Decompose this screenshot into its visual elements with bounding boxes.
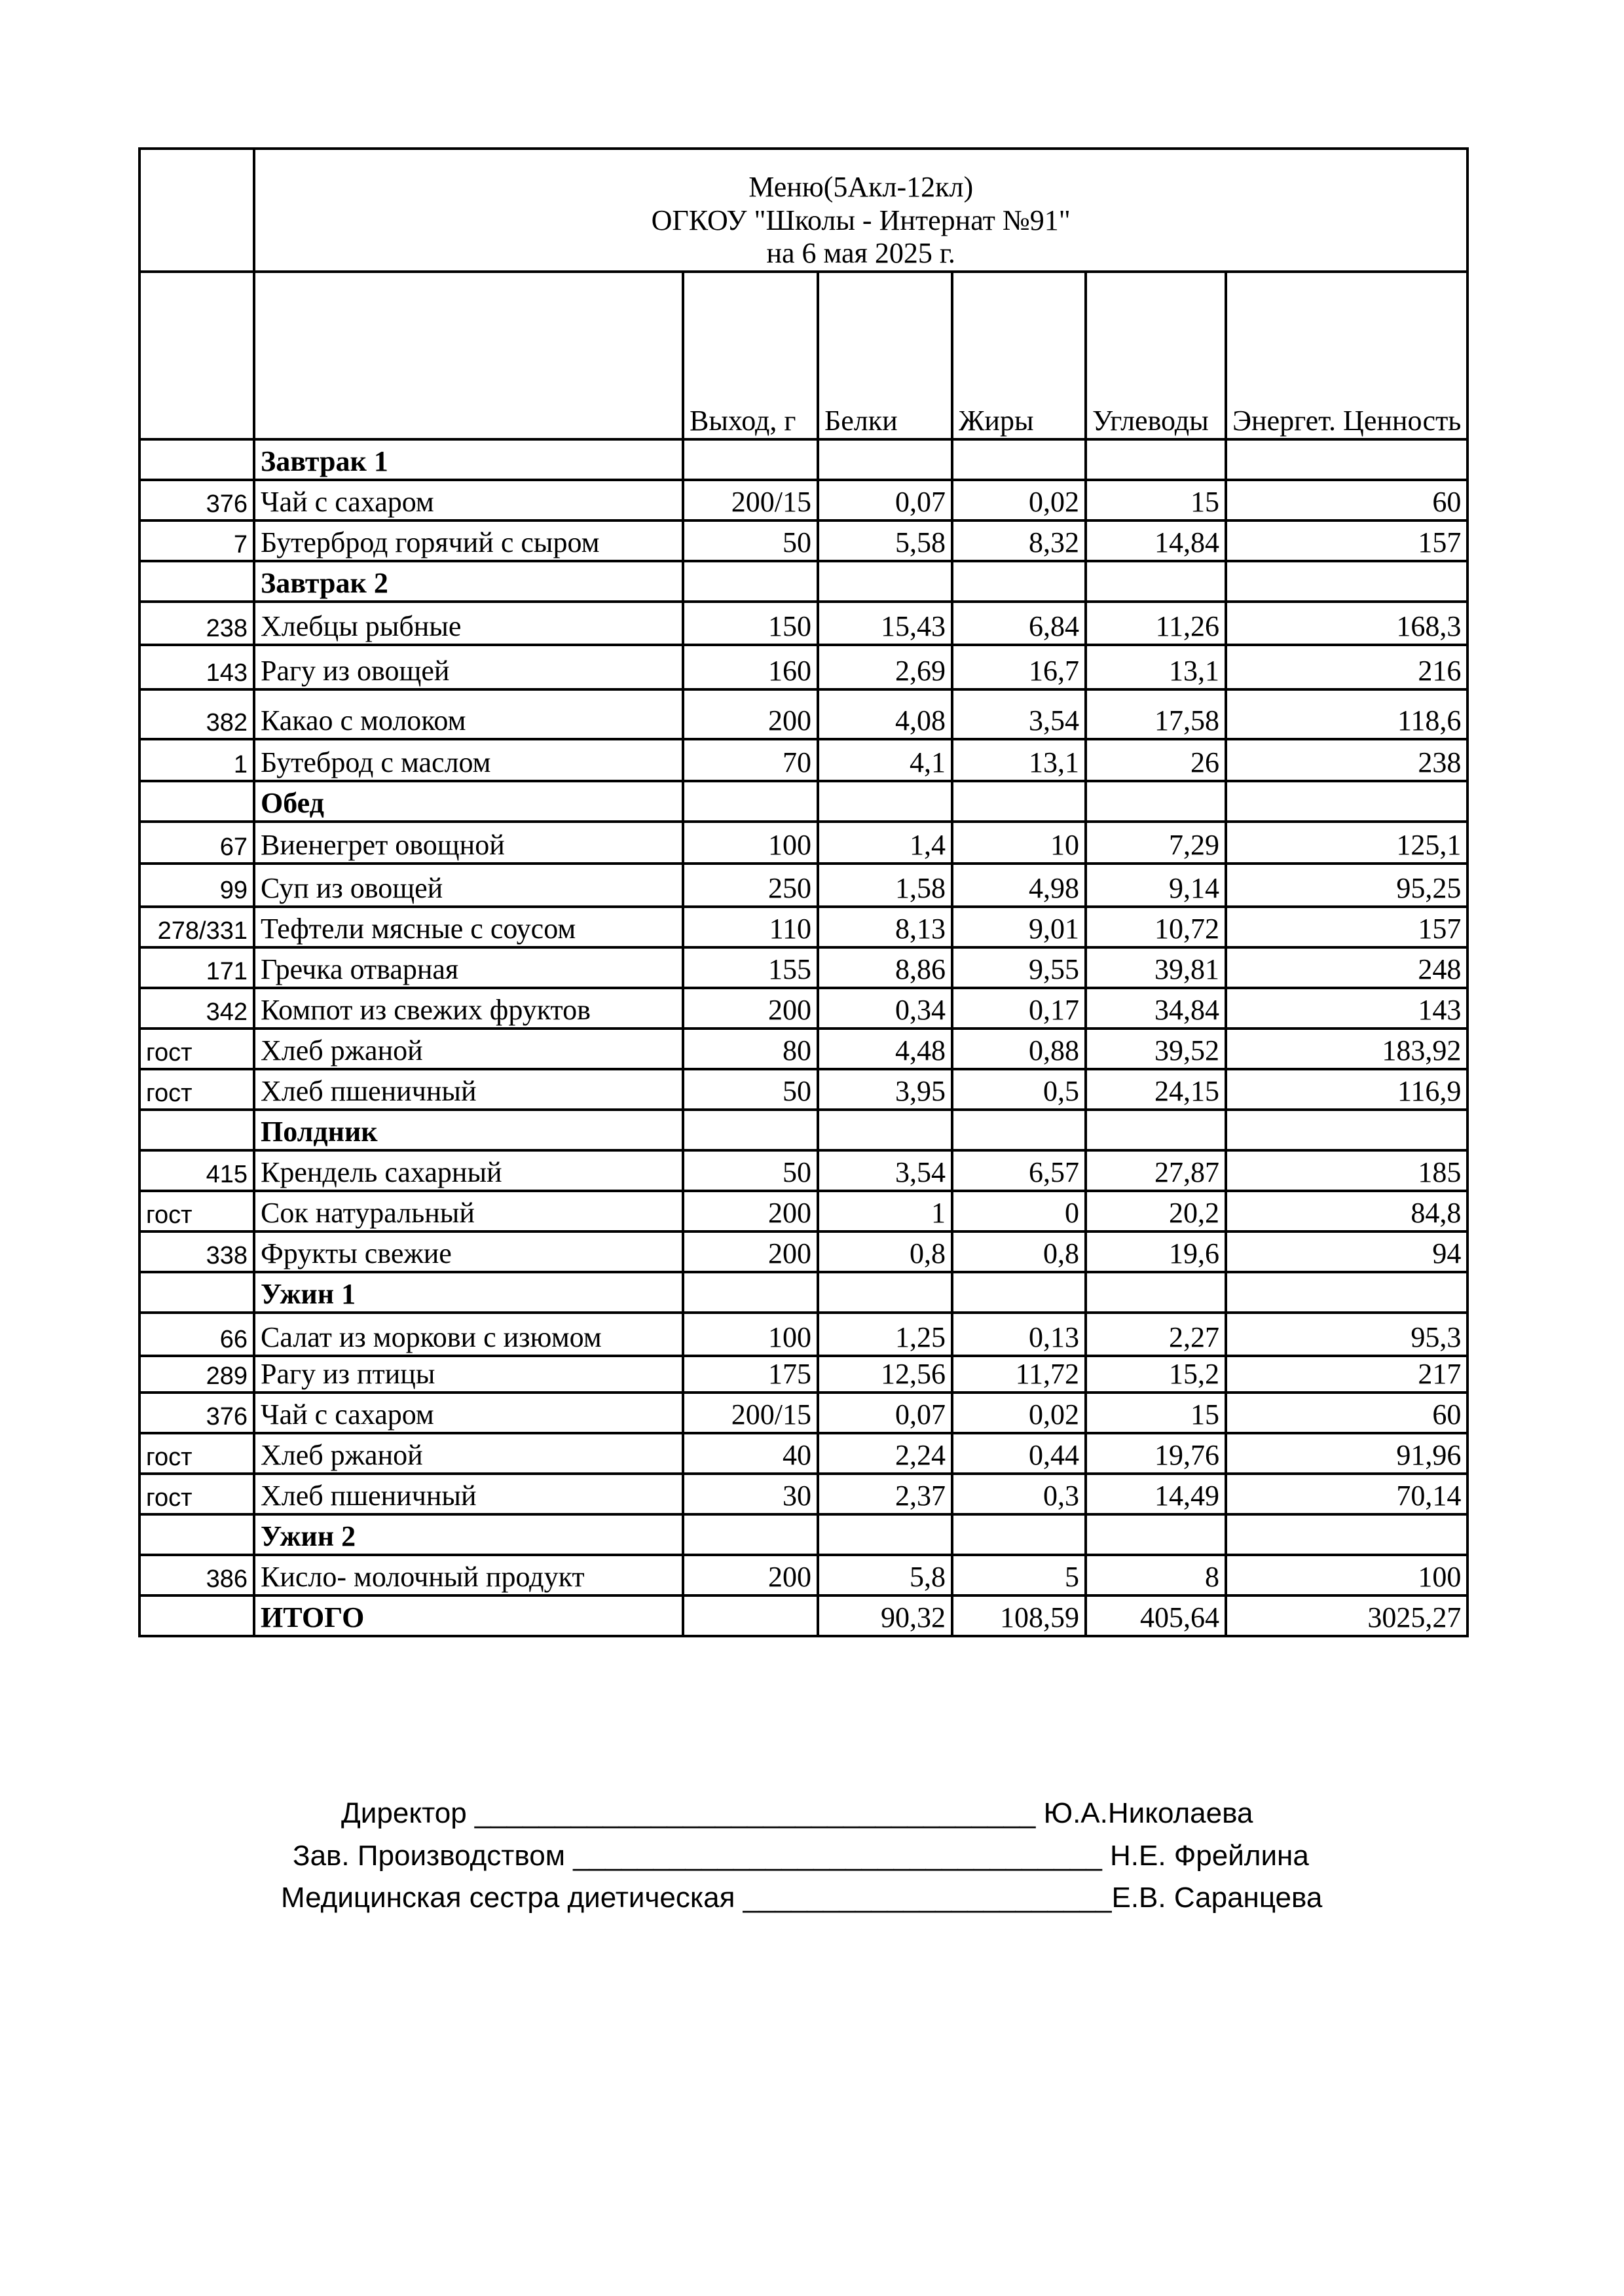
- carbs-value: 24,15: [1086, 1069, 1226, 1110]
- dish-name: Суп из овощей: [254, 864, 683, 907]
- table-row: [139, 1433, 1467, 1474]
- meal-section-name: Обед: [254, 781, 683, 822]
- menu-date: на 6 мая 2025 г.: [766, 237, 955, 270]
- recipe-code: 342: [139, 988, 254, 1029]
- meal-section-name: Завтрак 2: [254, 561, 683, 602]
- table-row: [139, 645, 1467, 689]
- table-row: [139, 1231, 1467, 1272]
- energy-value: 168,3: [1226, 602, 1467, 645]
- protein-value: 0,07: [818, 480, 952, 520]
- table-row: [139, 1555, 1467, 1595]
- table-row: [139, 1029, 1467, 1069]
- fat-value: 4,98: [952, 864, 1086, 907]
- fat-value: [952, 1110, 1086, 1150]
- protein-value: 1,4: [818, 822, 952, 864]
- output-value: 50: [683, 520, 818, 561]
- energy-value: 183,92: [1226, 1029, 1467, 1069]
- school-name: ОГКОУ "Школы - Интернат №91": [651, 204, 1071, 236]
- meal-section-name: Полдник: [254, 1110, 683, 1150]
- energy-value: 3025,27: [1226, 1595, 1467, 1636]
- table-row: [139, 520, 1467, 561]
- energy-value: 60: [1226, 480, 1467, 520]
- section-row: [139, 1110, 1467, 1150]
- signature-role: Директор: [341, 1797, 467, 1829]
- protein-value: 0,8: [818, 1231, 952, 1272]
- dish-name: Какао с молоком: [254, 689, 683, 739]
- energy-value: 94: [1226, 1231, 1467, 1272]
- dish-name: Чай с сахаром: [254, 1393, 683, 1433]
- output-value: 100: [683, 1313, 818, 1356]
- output-value: 100: [683, 822, 818, 864]
- output-value: 70: [683, 739, 818, 781]
- signature-blank: ___________________________________: [474, 1797, 1036, 1829]
- protein-value: [818, 781, 952, 822]
- recipe-code: гост: [139, 1029, 254, 1069]
- table-row: [139, 689, 1467, 739]
- dish-name: Чай с сахаром: [254, 480, 683, 520]
- recipe-code: 66: [139, 1313, 254, 1356]
- carbs-value: 2,27: [1086, 1313, 1226, 1356]
- energy-value: 143: [1226, 988, 1467, 1029]
- dish-name: Рагу из овощей: [254, 645, 683, 689]
- recipe-code: [139, 781, 254, 822]
- energy-value: [1226, 1110, 1467, 1150]
- recipe-code: [139, 439, 254, 480]
- carbs-value: 34,84: [1086, 988, 1226, 1029]
- protein-value: 90,32: [818, 1595, 952, 1636]
- output-value: [683, 1272, 818, 1313]
- output-value: 30: [683, 1474, 818, 1514]
- recipe-code: 1: [139, 739, 254, 781]
- section-row: [139, 439, 1467, 480]
- protein-value: 2,69: [818, 645, 952, 689]
- energy-value: 100: [1226, 1555, 1467, 1595]
- recipe-code: [139, 1514, 254, 1555]
- output-value: 50: [683, 1150, 818, 1191]
- output-value: [683, 781, 818, 822]
- dish-name: Хлеб ржаной: [254, 1029, 683, 1069]
- fat-value: 0: [952, 1191, 1086, 1231]
- recipe-code: 415: [139, 1150, 254, 1191]
- recipe-code: [139, 561, 254, 602]
- table-row: [139, 480, 1467, 520]
- dish-name: Хлеб пшеничный: [254, 1069, 683, 1110]
- carbs-value: 39,52: [1086, 1029, 1226, 1069]
- fat-value: 6,57: [952, 1150, 1086, 1191]
- energy-value: 248: [1226, 947, 1467, 988]
- dish-name: Фрукты свежие: [254, 1231, 683, 1272]
- energy-value: 95,3: [1226, 1313, 1467, 1356]
- output-value: 200: [683, 1191, 818, 1231]
- protein-value: 3,95: [818, 1069, 952, 1110]
- recipe-code: [139, 1595, 254, 1636]
- dish-name: Гречка отварная: [254, 947, 683, 988]
- output-value: 80: [683, 1029, 818, 1069]
- title-row: [139, 149, 1467, 272]
- recipe-code: 67: [139, 822, 254, 864]
- protein-value: 8,13: [818, 907, 952, 947]
- fat-value: 6,84: [952, 602, 1086, 645]
- fat-value: 13,1: [952, 739, 1086, 781]
- meal-section-name: Ужин 1: [254, 1272, 683, 1313]
- signatory-name: Ю.А.Николаева: [1043, 1797, 1253, 1829]
- meal-section-name: Завтрак 1: [254, 439, 683, 480]
- protein-value: 5,8: [818, 1555, 952, 1595]
- recipe-code: 382: [139, 689, 254, 739]
- energy-value: 95,25: [1226, 864, 1467, 907]
- output-value: 175: [683, 1356, 818, 1393]
- fat-value: [952, 1272, 1086, 1313]
- output-value: 200/15: [683, 1393, 818, 1433]
- table-row: [139, 907, 1467, 947]
- energy-value: [1226, 781, 1467, 822]
- carbs-value: 405,64: [1086, 1595, 1226, 1636]
- signature-blank: _______________________: [743, 1882, 1112, 1914]
- carbs-value: 19,6: [1086, 1231, 1226, 1272]
- column-header-carbs: Углеводы: [1086, 272, 1226, 439]
- carbs-value: 20,2: [1086, 1191, 1226, 1231]
- protein-value: 0,34: [818, 988, 952, 1029]
- energy-value: 238: [1226, 739, 1467, 781]
- column-header-fat: Жиры: [952, 272, 1086, 439]
- fat-value: 11,72: [952, 1356, 1086, 1393]
- column-header-name: [254, 272, 683, 439]
- dish-name: Тефтели мясные с соусом: [254, 907, 683, 947]
- energy-value: 185: [1226, 1150, 1467, 1191]
- carbs-value: 9,14: [1086, 864, 1226, 907]
- section-row: [139, 1272, 1467, 1313]
- carbs-value: [1086, 1110, 1226, 1150]
- recipe-code: 289: [139, 1356, 254, 1393]
- fat-value: 0,5: [952, 1069, 1086, 1110]
- carbs-value: 39,81: [1086, 947, 1226, 988]
- energy-value: 216: [1226, 645, 1467, 689]
- table-row: [139, 864, 1467, 907]
- protein-value: [818, 439, 952, 480]
- signatory-name: Н.Е. Фрейлина: [1110, 1840, 1309, 1872]
- carbs-value: [1086, 781, 1226, 822]
- fat-value: 0,3: [952, 1474, 1086, 1514]
- column-header-energy: Энергет. Ценность: [1226, 272, 1467, 439]
- recipe-code: 238: [139, 602, 254, 645]
- section-row: [139, 561, 1467, 602]
- carbs-value: [1086, 1514, 1226, 1555]
- energy-value: 84,8: [1226, 1191, 1467, 1231]
- total-row: [139, 1595, 1467, 1636]
- column-header-output: Выход, г: [683, 272, 818, 439]
- table-row: [139, 1474, 1467, 1514]
- protein-value: 3,54: [818, 1150, 952, 1191]
- energy-value: 118,6: [1226, 689, 1467, 739]
- dish-name: Бутерброд горячий с сыром: [254, 520, 683, 561]
- output-value: [683, 1110, 818, 1150]
- protein-value: 0,07: [818, 1393, 952, 1433]
- carbs-value: 13,1: [1086, 645, 1226, 689]
- carbs-value: 19,76: [1086, 1433, 1226, 1474]
- output-value: 160: [683, 645, 818, 689]
- dish-name: Компот из свежих фруктов: [254, 988, 683, 1029]
- menu-title-line-1: Меню(5Акл-12кл): [748, 171, 974, 204]
- protein-value: 2,24: [818, 1433, 952, 1474]
- dish-name: Виенегрет овощной: [254, 822, 683, 864]
- recipe-code: 376: [139, 480, 254, 520]
- fat-value: 16,7: [952, 645, 1086, 689]
- fat-value: [952, 781, 1086, 822]
- table-body: [139, 149, 1467, 1636]
- energy-value: [1226, 1272, 1467, 1313]
- carbs-value: 15: [1086, 480, 1226, 520]
- protein-value: 15,43: [818, 602, 952, 645]
- energy-value: 70,14: [1226, 1474, 1467, 1514]
- output-value: 110: [683, 907, 818, 947]
- protein-value: 1: [818, 1191, 952, 1231]
- table-row: [139, 602, 1467, 645]
- fat-value: 9,01: [952, 907, 1086, 947]
- recipe-code: [139, 1272, 254, 1313]
- signature-line: [293, 1840, 1309, 1872]
- output-value: 200: [683, 988, 818, 1029]
- fat-value: 5: [952, 1555, 1086, 1595]
- meal-section-name: Ужин 2: [254, 1514, 683, 1555]
- protein-value: [818, 1110, 952, 1150]
- recipe-code: [139, 1110, 254, 1150]
- fat-value: 8,32: [952, 520, 1086, 561]
- energy-value: 157: [1226, 907, 1467, 947]
- fat-value: 0,44: [952, 1433, 1086, 1474]
- protein-value: 4,08: [818, 689, 952, 739]
- output-value: [683, 1595, 818, 1636]
- carbs-value: 17,58: [1086, 689, 1226, 739]
- fat-value: 0,17: [952, 988, 1086, 1029]
- dish-name: Салат из моркови с изюмом: [254, 1313, 683, 1356]
- table-row: [139, 988, 1467, 1029]
- protein-value: [818, 1514, 952, 1555]
- energy-value: [1226, 439, 1467, 480]
- column-header-protein: Белки: [818, 272, 952, 439]
- table-row: [139, 1313, 1467, 1356]
- fat-value: 0,13: [952, 1313, 1086, 1356]
- recipe-code: 143: [139, 645, 254, 689]
- output-value: 40: [683, 1433, 818, 1474]
- recipe-code: 278/331: [139, 907, 254, 947]
- protein-value: 4,48: [818, 1029, 952, 1069]
- output-value: 155: [683, 947, 818, 988]
- signature-line: [281, 1882, 1322, 1914]
- carbs-value: 8: [1086, 1555, 1226, 1595]
- protein-value: 4,1: [818, 739, 952, 781]
- dish-name: Бутеброд с маслом: [254, 739, 683, 781]
- carbs-value: 14,84: [1086, 520, 1226, 561]
- carbs-value: 27,87: [1086, 1150, 1226, 1191]
- signature-blank: _________________________________: [573, 1840, 1102, 1872]
- recipe-code: гост: [139, 1069, 254, 1110]
- signatory-name: Е.В. Саранцева: [1111, 1882, 1323, 1914]
- fat-value: 108,59: [952, 1595, 1086, 1636]
- recipe-code: гост: [139, 1433, 254, 1474]
- dish-name: Крендель сахарный: [254, 1150, 683, 1191]
- section-row: [139, 1514, 1467, 1555]
- fat-value: 0,02: [952, 480, 1086, 520]
- recipe-code: 99: [139, 864, 254, 907]
- protein-value: 1,58: [818, 864, 952, 907]
- carbs-value: 26: [1086, 739, 1226, 781]
- energy-value: 116,9: [1226, 1069, 1467, 1110]
- output-value: 200: [683, 1555, 818, 1595]
- carbs-value: 11,26: [1086, 602, 1226, 645]
- fat-value: [952, 439, 1086, 480]
- dish-name: Кисло- молочный продукт: [254, 1555, 683, 1595]
- table-row: [139, 1069, 1467, 1110]
- protein-value: [818, 561, 952, 602]
- protein-value: 2,37: [818, 1474, 952, 1514]
- carbs-value: [1086, 561, 1226, 602]
- output-value: 50: [683, 1069, 818, 1110]
- recipe-code: 376: [139, 1393, 254, 1433]
- column-header-code: [139, 272, 254, 439]
- signature-role: Медицинская сестра диетическая: [281, 1882, 735, 1914]
- carbs-value: 15: [1086, 1393, 1226, 1433]
- carbs-value: 15,2: [1086, 1356, 1226, 1393]
- table-row: [139, 1191, 1467, 1231]
- output-value: 200/15: [683, 480, 818, 520]
- dish-name: Сок натуральный: [254, 1191, 683, 1231]
- table-row: [139, 1356, 1467, 1393]
- energy-value: 125,1: [1226, 822, 1467, 864]
- title-code-cell: [139, 149, 254, 272]
- table-row: [139, 1150, 1467, 1191]
- fat-value: 9,55: [952, 947, 1086, 988]
- recipe-code: 338: [139, 1231, 254, 1272]
- output-value: 250: [683, 864, 818, 907]
- signature-line: [341, 1797, 1253, 1830]
- fat-value: [952, 1514, 1086, 1555]
- menu-table: [138, 147, 1469, 1637]
- column-header-row: [139, 272, 1467, 439]
- fat-value: 0,8: [952, 1231, 1086, 1272]
- signature-role: Зав. Производством: [293, 1840, 566, 1872]
- energy-value: 217: [1226, 1356, 1467, 1393]
- section-row: [139, 781, 1467, 822]
- energy-value: [1226, 1514, 1467, 1555]
- energy-value: 60: [1226, 1393, 1467, 1433]
- menu-title: [254, 149, 1467, 272]
- output-value: 150: [683, 602, 818, 645]
- recipe-code: гост: [139, 1191, 254, 1231]
- carbs-value: 10,72: [1086, 907, 1226, 947]
- output-value: [683, 1514, 818, 1555]
- protein-value: 12,56: [818, 1356, 952, 1393]
- output-value: [683, 561, 818, 602]
- energy-value: 157: [1226, 520, 1467, 561]
- protein-value: 8,86: [818, 947, 952, 988]
- fat-value: 0,88: [952, 1029, 1086, 1069]
- dish-name: Хлеб пшеничный: [254, 1474, 683, 1514]
- fat-value: 0,02: [952, 1393, 1086, 1433]
- table-row: [139, 822, 1467, 864]
- fat-value: 3,54: [952, 689, 1086, 739]
- output-value: [683, 439, 818, 480]
- table-row: [139, 947, 1467, 988]
- energy-value: 91,96: [1226, 1433, 1467, 1474]
- table-row: [139, 1393, 1467, 1433]
- protein-value: 5,58: [818, 520, 952, 561]
- fat-value: [952, 561, 1086, 602]
- output-value: 200: [683, 689, 818, 739]
- protein-value: [818, 1272, 952, 1313]
- output-value: 200: [683, 1231, 818, 1272]
- carbs-value: 7,29: [1086, 822, 1226, 864]
- dish-name: Рагу из птицы: [254, 1356, 683, 1393]
- table-row: [139, 739, 1467, 781]
- energy-value: [1226, 561, 1467, 602]
- carbs-value: [1086, 1272, 1226, 1313]
- total-label: ИТОГО: [254, 1595, 683, 1636]
- protein-value: 1,25: [818, 1313, 952, 1356]
- dish-name: Хлеб ржаной: [254, 1433, 683, 1474]
- dish-name: Хлебцы рыбные: [254, 602, 683, 645]
- recipe-code: гост: [139, 1474, 254, 1514]
- carbs-value: [1086, 439, 1226, 480]
- recipe-code: 386: [139, 1555, 254, 1595]
- carbs-value: 14,49: [1086, 1474, 1226, 1514]
- recipe-code: 171: [139, 947, 254, 988]
- fat-value: 10: [952, 822, 1086, 864]
- recipe-code: 7: [139, 520, 254, 561]
